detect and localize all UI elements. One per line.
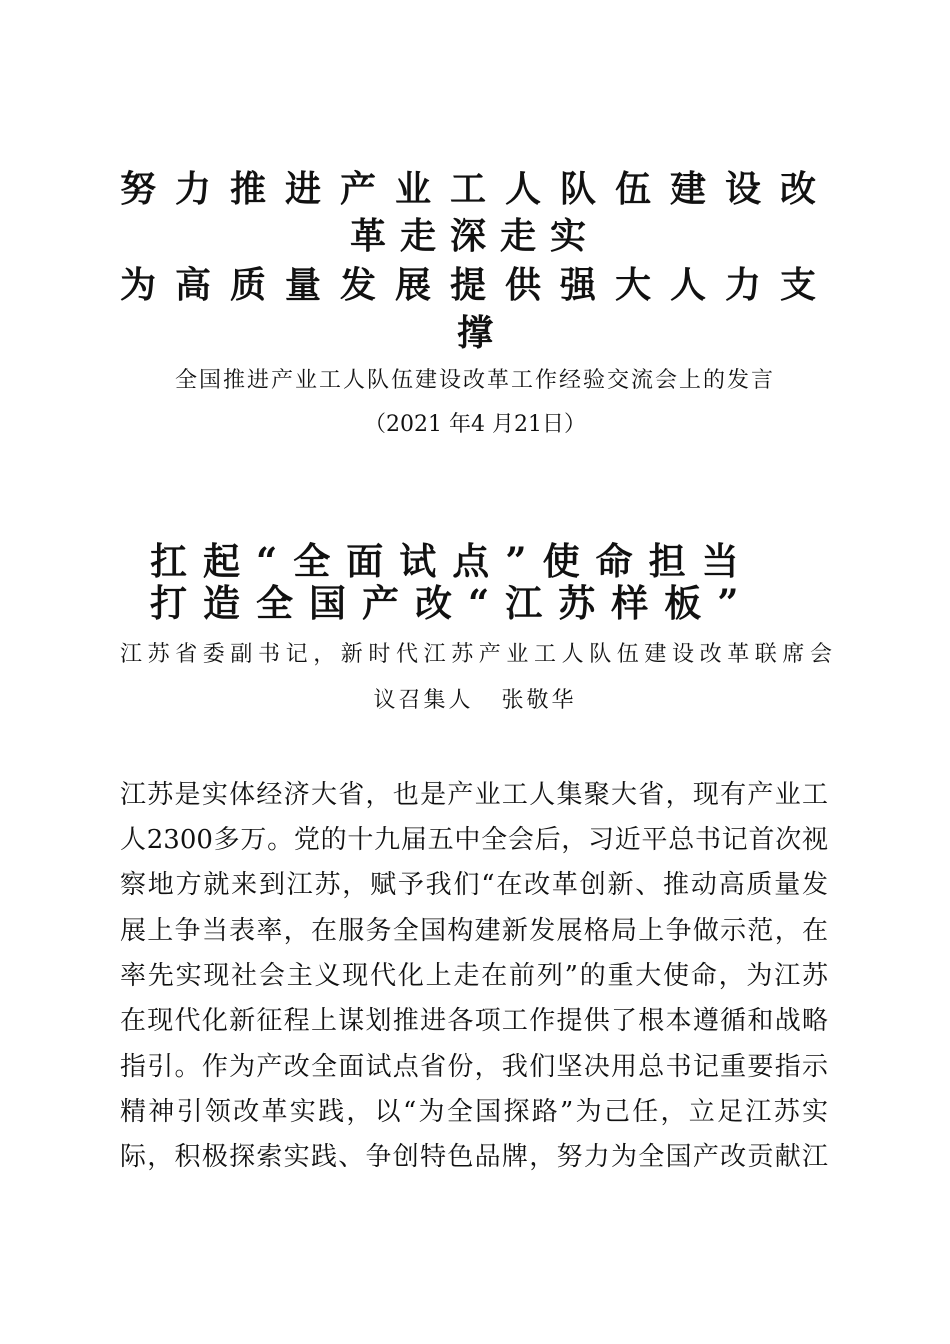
body-line-6: 在现代化新征程上谋划推进各项工作提供了根本遵循和战略 — [120, 1006, 828, 1036]
body-line-9: 际，积极探索实践、争创特色品牌，努力为全国产改贡献江 — [120, 1142, 828, 1172]
speech-date: （2021 年4 月21日） — [364, 412, 586, 437]
body-line-2: 人2300多万。党的十九届五中全会后，习近平总书记首次视 — [120, 825, 828, 855]
body-line-7: 指引。作为产改全面试点省份，我们坚决用总书记重要指示 — [120, 1052, 828, 1082]
subtitle: 全国推进产业工人队伍建设改革工作经验交流会上的发言 — [174, 368, 775, 393]
body-line-3: 察地方就来到江苏，赋予我们“在改革创新、推动高质量发 — [120, 870, 828, 900]
section-title-line-2: 打造全国产改“江苏样板” — [150, 581, 755, 625]
main-title-line-1: 努力推进产业工人队伍建设改 — [120, 168, 830, 210]
body-line-4: 展上争当表率，在服务全国构建新发展格局上争做示范，在 — [120, 916, 828, 946]
author-role: 议召集人 — [373, 688, 474, 713]
main-title-line-3: 为高质量发展提供强大人力支 — [120, 264, 830, 306]
author-title-line-2 — [0, 686, 950, 716]
author-name: 张敬华 — [501, 688, 577, 713]
main-title-line-4: 撑 — [456, 312, 493, 354]
body-line-8: 精神引领改革实践，以“为全国探路”为己任，立足江苏实 — [120, 1097, 828, 1127]
body-line-1: 江苏是实体经济大省，也是产业工人集聚大省，现有产业工 — [120, 780, 828, 810]
main-title-line-2: 革走深走实 — [349, 215, 600, 257]
body-line-5: 率先实现社会主义现代化上走在前列”的重大使命，为江苏 — [120, 961, 828, 991]
author-title-line-1: 江苏省委副书记，新时代江苏产业工人队伍建设改革联席会 — [120, 642, 832, 667]
section-title-line-1: 扛起“全面试点”使命担当 — [150, 539, 755, 583]
